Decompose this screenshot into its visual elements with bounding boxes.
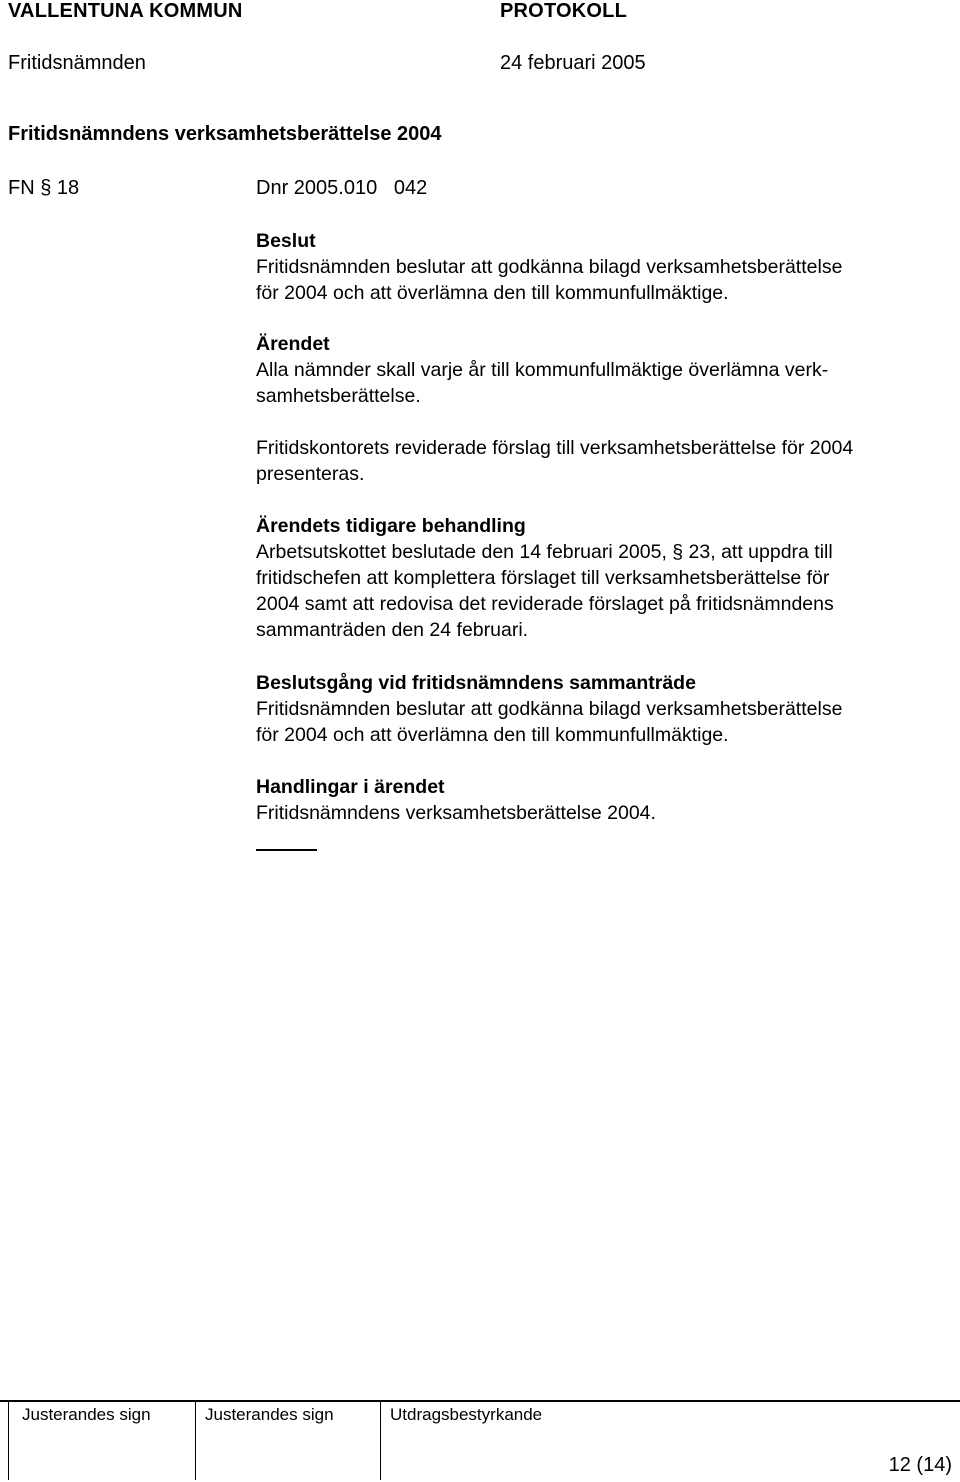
matter-line: presenteras.	[256, 463, 365, 485]
previous-handling-line: sammanträden den 24 februari.	[256, 619, 529, 641]
matter-line: samhetsberättelse.	[256, 385, 421, 407]
footer-divider	[380, 1400, 381, 1480]
footer-rule	[0, 1400, 960, 1402]
procedure-line: Fritidsnämnden beslutar att godkänna bilagd verksamhetsberättelse	[256, 698, 843, 720]
footer-divider	[8, 1400, 9, 1480]
matter-heading: Ärendet	[256, 333, 330, 355]
previous-handling-section	[256, 513, 956, 643]
end-of-section-rule	[256, 849, 317, 851]
page-number: 12 (14)	[888, 1454, 952, 1476]
previous-handling-line: Arbetsutskottet beslutade den 14 februari 2005, § 23, att uppdra till	[256, 541, 833, 563]
document-title: Fritidsnämndens verksamhetsberättelse 2004	[8, 123, 442, 145]
footer-divider	[195, 1400, 196, 1480]
matter-line: Fritidskontorets reviderade förslag till verksamhetsberättelse för 2004	[256, 437, 854, 459]
certification-field: Utdragsbestyrkande	[390, 1405, 543, 1424]
matter-line: Alla nämnder skall varje år till kommunfullmäktige överlämna verk-	[256, 359, 829, 381]
documents-section	[256, 774, 956, 826]
case-paragraph: FN § 18	[8, 177, 80, 199]
paragraph-gap	[256, 409, 956, 435]
procedure-line: för 2004 och att överlämna den till kommunfullmäktige.	[256, 724, 729, 746]
committee-name: Fritidsnämnden	[8, 52, 146, 74]
previous-handling-line: 2004 samt att redovisa det reviderade förslaget på fritidsnämndens	[256, 593, 834, 615]
document-type: PROTOKOLL	[500, 0, 627, 22]
decision-line: Fritidsnämnden beslutar att godkänna bilagd verksamhetsberättelse	[256, 256, 843, 278]
previous-handling-heading: Ärendets tidigare behandling	[256, 515, 526, 537]
decision-line: för 2004 och att överlämna den till kommunfullmäktige.	[256, 282, 729, 304]
previous-handling-line: fritidschefen att komplettera förslaget till verksamhetsberättelse för	[256, 567, 830, 589]
documents-heading: Handlingar i ärendet	[256, 776, 445, 798]
registration-number: Dnr 2005.010 042	[256, 177, 428, 199]
decision-section	[256, 228, 956, 306]
meeting-date: 24 februari 2005	[500, 52, 646, 74]
procedure-heading: Beslutsgång vid fritidsnämndens sammanträde	[256, 672, 696, 694]
signature-field-1: Justerandes sign	[22, 1405, 151, 1424]
decision-heading: Beslut	[256, 230, 316, 252]
organization-name: VALLENTUNA KOMMUN	[8, 0, 243, 22]
procedure-section	[256, 670, 956, 748]
matter-section	[256, 331, 956, 487]
documents-line: Fritidsnämndens verksamhetsberättelse 2004.	[256, 802, 656, 824]
signature-field-2: Justerandes sign	[205, 1405, 334, 1424]
